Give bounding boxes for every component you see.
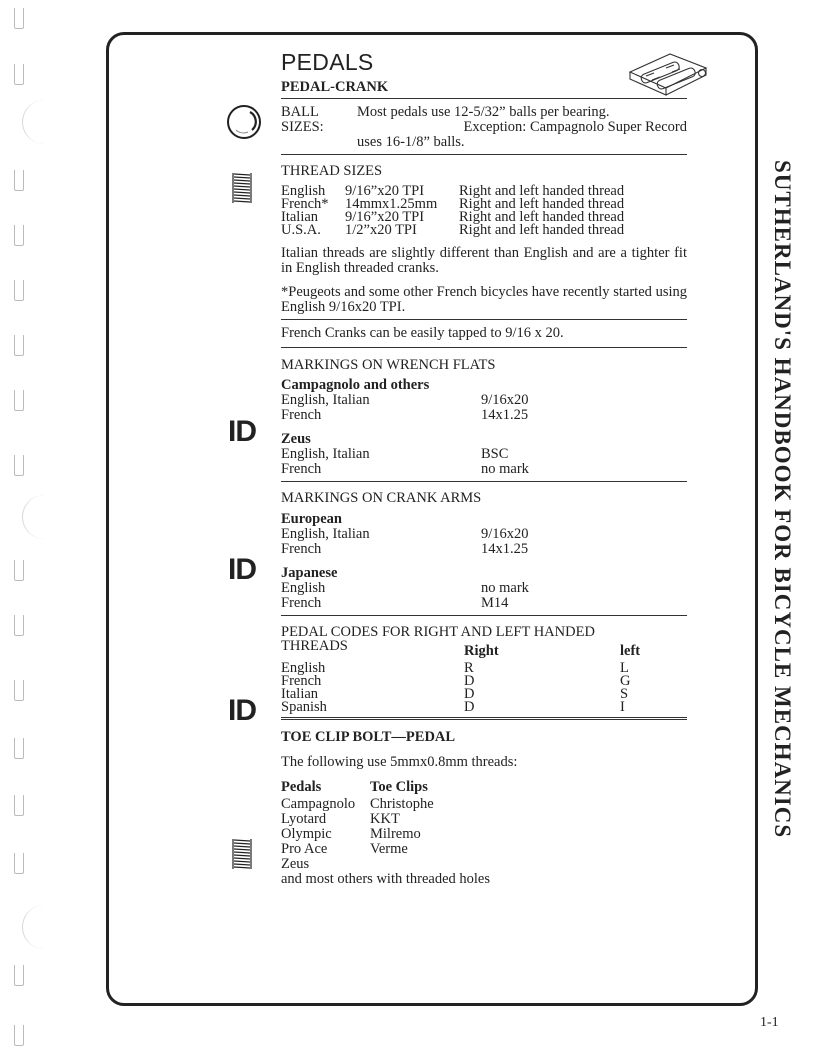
thread-note: Italian threads are slightly different than English and are a tighter fit in English threaded cranks. bbox=[281, 245, 687, 276]
heading-line: THREADS bbox=[281, 638, 348, 654]
section-subtitle: PEDAL-CRANK bbox=[281, 79, 389, 95]
thread-icon bbox=[231, 172, 253, 204]
list-item: French no mark bbox=[281, 461, 529, 477]
table-row: English 9/16”x20 TPI Right and left handed thread bbox=[281, 183, 625, 199]
running-title bbox=[769, 160, 807, 839]
list-item: Zeus bbox=[281, 856, 310, 872]
ball-sizes-line: Most pedals use 12-5/32” balls per bearing. bbox=[357, 104, 610, 120]
id-mark: ID bbox=[228, 415, 256, 448]
table-row: Italian 9/16”x20 TPI Right and left handed thread bbox=[281, 209, 625, 225]
column-header: Right bbox=[464, 643, 499, 659]
list-item: French M14 bbox=[281, 595, 509, 611]
column-header: Pedals bbox=[281, 779, 322, 795]
table-row: U.S.A. 1/2”x20 TPI Right and left handed thread bbox=[281, 222, 625, 238]
list-item: Olympic Milremo bbox=[281, 826, 421, 842]
list-item: French 14x1.25 bbox=[281, 407, 529, 423]
ball-bearing-icon bbox=[226, 104, 262, 140]
thread-sizes-table bbox=[281, 185, 624, 237]
toe-clip-intro: The following use 5mmx0.8mm threads: bbox=[281, 754, 518, 770]
toe-clip-footer: and most others with threaded holes bbox=[281, 871, 490, 887]
group-heading: Zeus bbox=[281, 431, 311, 447]
column-header: Toe Clips bbox=[370, 779, 428, 795]
page-content bbox=[281, 50, 687, 887]
group-heading: Japanese bbox=[281, 565, 338, 581]
list-item: English no mark bbox=[281, 580, 529, 596]
heading-line: PEDAL CODES FOR RIGHT AND LEFT HANDED bbox=[281, 624, 595, 640]
list-item: Pro Ace Verme bbox=[281, 841, 408, 857]
pedal-codes-table bbox=[281, 640, 640, 714]
table-row: Italian D S bbox=[281, 686, 629, 702]
id-mark: ID bbox=[228, 553, 256, 586]
table-header bbox=[281, 640, 640, 658]
crank-arms-heading: MARKINGS ON CRANK ARMS bbox=[281, 490, 482, 506]
id-mark: ID bbox=[228, 694, 256, 727]
thread-note: French Cranks can be easily tapped to 9/16 x 20. bbox=[281, 325, 564, 341]
ball-sizes-label: BALL SIZES: bbox=[281, 104, 324, 135]
column-header: left bbox=[620, 643, 641, 659]
group-heading: Campagnolo and others bbox=[281, 377, 430, 393]
table-row: French D G bbox=[281, 673, 631, 689]
table-row: English R L bbox=[281, 660, 629, 676]
toe-clip-heading: TOE CLIP BOLT—PEDAL bbox=[281, 729, 456, 745]
table-row: French* 14mmx1.25mm Right and left handed thread bbox=[281, 196, 625, 212]
binder-holes bbox=[14, 0, 36, 1056]
group-heading: European bbox=[281, 511, 342, 527]
list-item: Campagnolo Christophe bbox=[281, 796, 434, 812]
thread-icon bbox=[231, 838, 253, 870]
ball-sizes-line: uses 16-1/8” balls. bbox=[357, 134, 465, 150]
thread-sizes-heading: THREAD SIZES bbox=[281, 163, 383, 179]
page-title: PEDALS bbox=[281, 49, 374, 75]
running-title-text: SUTHERLAND'S HANDBOOK FOR BICYCLE MECHANICS bbox=[770, 160, 795, 839]
toe-clip-header bbox=[281, 780, 687, 795]
list-item: English, Italian BSC bbox=[281, 446, 509, 462]
list-item: Lyotard KKT bbox=[281, 811, 400, 827]
list-item: English, Italian 9/16x20 bbox=[281, 392, 529, 408]
ball-sizes bbox=[281, 105, 687, 150]
wrench-flats-heading: MARKINGS ON WRENCH FLATS bbox=[281, 357, 496, 373]
page-number: 1-1 bbox=[760, 1015, 779, 1030]
ball-sizes-line: Exception: Campagnolo Super Record bbox=[463, 119, 687, 135]
list-item: French 14x1.25 bbox=[281, 541, 529, 557]
list-item: English, Italian 9/16x20 bbox=[281, 526, 529, 542]
thread-note: *Peugeots and some other French bicycles have recently started using English 9/16x20 TPI. bbox=[281, 284, 687, 315]
table-row: Spanish D I bbox=[281, 699, 625, 715]
